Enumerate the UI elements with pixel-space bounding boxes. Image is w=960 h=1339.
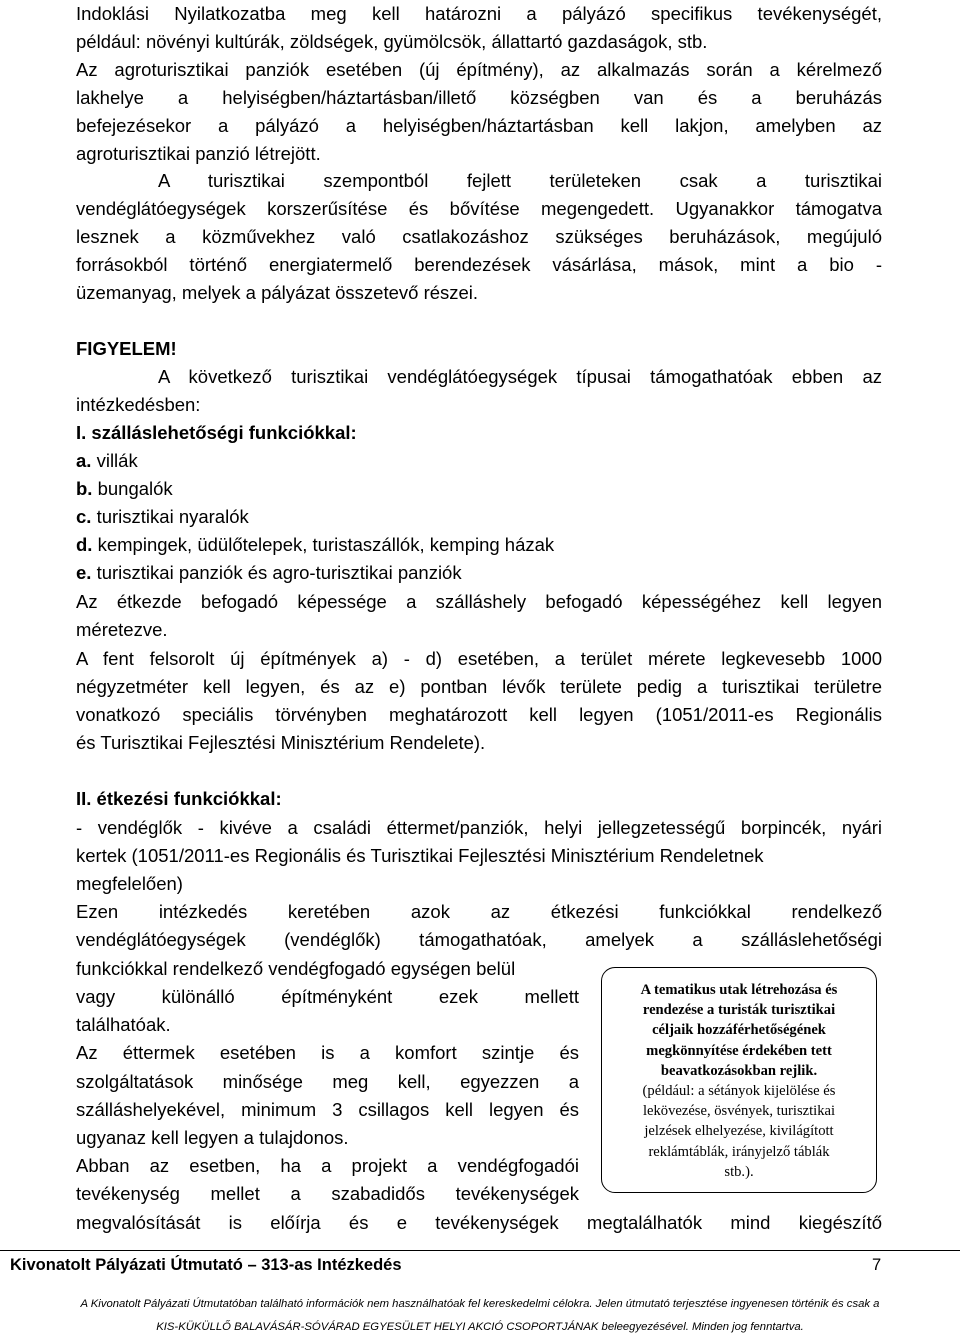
body-line: találhatóak.	[76, 1014, 171, 1035]
list-item: c. turisztikai nyaralók	[76, 506, 249, 527]
body-line: kertek (1051/2011-es Regionális és Turisztikai Fejlesztési Minisztérium Rendeletnek	[76, 845, 764, 866]
intro-line: befejezésekor a pályázó a helyiségben/háztartásban kell lakjon, amelyben az	[76, 115, 882, 136]
callout-line: rendezése a turisták turisztikai	[642, 1002, 836, 1019]
footer-divider	[0, 1250, 960, 1251]
callout-line: céljaik hozzáférhetőségének	[652, 1022, 826, 1039]
warning-line: intézkedésben:	[76, 394, 201, 415]
callout-line: stb.).	[724, 1163, 754, 1180]
body-line: méretezve.	[76, 619, 168, 640]
section-heading: II. étkezési funkciókkal:	[76, 788, 282, 809]
body-line: megvalósítását is előírja és e tevékenységek megtalálhatók mind kiegészítő	[76, 1212, 882, 1233]
warning-heading: FIGYELEM!	[76, 338, 177, 359]
body-line: - vendéglők - kivéve a családi éttermet/panziók, helyi jellegzetességű borpincék, nyári	[76, 817, 882, 838]
callout-line: lekövezése, ösvények, turisztikai	[642, 1103, 836, 1120]
body-line: Ezen intézkedés keretében azok az étkezési funkciókkal rendelkező	[76, 901, 882, 922]
list-item: d. kempingek, üdülőtelepek, turistaszállók, kemping házak	[76, 534, 555, 555]
body-line: vonatkozó speciális törvényben meghatározott kell legyen (1051/2011-es Regionális	[76, 704, 882, 725]
body-line: tevékenység mellet a szabadidős tevékenységek	[76, 1183, 579, 1204]
body-line: funkciókkal rendelkező vendégfogadó egységen belül	[76, 958, 516, 979]
intro-line: például: növényi kultúrák, zöldségek, gyümölcsök, állattartó gazdaságok, stb.	[76, 31, 708, 52]
footer-disclaimer: A Kivonatolt Pályázati Útmutatóban található információk nem használhatóak fel kereskedelmi célokra. Jelen útmutató terjesztése ingyenesen történik és csak a	[80, 1298, 880, 1310]
callout-line: beavatkozásokban rejlik.	[660, 1062, 818, 1079]
body-line: és Turisztikai Fejlesztési Minisztérium Rendelete).	[76, 732, 486, 753]
footer-disclaimer: KIS-KÜKÜLLŐ BALAVÁSÁR-SÓVÁRAD EGYESÜLET HELYI AKCIÓ CSOPORTJÁNAK beleegyezésével. Minden jog fenntartva.	[156, 1321, 804, 1333]
callout-line: jelzések elhelyezése, kivilágított	[644, 1123, 834, 1140]
body-line: ugyanaz kell legyen a tulajdonos.	[76, 1127, 349, 1148]
body-line: vagy különálló építményként ezek mellett	[76, 986, 579, 1007]
intro-line: forrásokból történő energiatermelő berendezések vásárlása, mások, mint a bio -	[76, 254, 882, 275]
intro-line: lesznek a közművekhez való csatlakozáshoz szükséges beruházások, megújuló	[76, 226, 882, 247]
intro-line: Indoklási Nyilatkozatba meg kell határozni a pályázó specifikus tevékenységét,	[76, 3, 882, 24]
section-heading: I. szálláslehetőségi funkciókkal:	[76, 422, 357, 443]
body-line: szolgáltatások minősége meg kell, egyezzen a	[76, 1071, 579, 1092]
info-callout-box	[601, 967, 877, 1193]
list-item: b. bungalók	[76, 478, 173, 499]
body-line: szálláshelyekével, minimum 3 csillagos kell legyen és	[76, 1099, 579, 1120]
body-line: megfelelően)	[76, 873, 183, 894]
body-line: Az étkezde befogadó képessége a szálláshely befogadó képességéhez kell legyen	[76, 591, 882, 612]
warning-line: A következő turisztikai vendéglátóegységek típusai támogathatóak ebben az	[158, 366, 882, 387]
callout-line: megkönnyítése érdekében tett	[646, 1042, 832, 1059]
body-line: négyzetméter kell legyen, és az e) pontban lévők területe pedig a turisztikai területre	[76, 676, 882, 697]
list-item: e. turisztikai panziók és agro-turisztikai panziók	[76, 562, 462, 583]
callout-line: A tematikus utak létrehozása és	[640, 982, 838, 998]
callout-line: reklámtáblák, irányjelző táblák	[648, 1143, 830, 1160]
intro-line: vendéglátóegységek korszerűsítése és bővítése megengedett. Ugyanakkor támogatva	[76, 198, 882, 219]
body-line: Abban az esetben, ha a projekt a vendégfogadói	[76, 1155, 579, 1176]
intro-line: A turisztikai szempontból fejlett területeken csak a turisztikai	[158, 170, 882, 191]
callout-line: (például: a sétányok kijelölése és	[642, 1083, 836, 1100]
body-line: vendéglátóegységek (vendéglők) támogathatóak, amelyek a szálláslehetőségi	[76, 929, 882, 950]
intro-line: agroturisztikai panzió létrejött.	[76, 143, 321, 164]
body-line: Az éttermek esetében is a komfort szintje és	[76, 1042, 579, 1063]
footer-title: Kivonatolt Pályázati Útmutató – 313-as Intézkedés	[10, 1256, 402, 1274]
list-item: a. villák	[76, 450, 138, 471]
intro-line: üzemanyag, melyek a pályázat összetevő részei.	[76, 282, 479, 303]
intro-line: lakhelye a helyiségben/háztartásban/illető községben van és a beruházás	[76, 87, 882, 108]
body-line: A fent felsorolt új építmények a) - d) esetében, a terület mérete legkevesebb 1000	[76, 648, 882, 669]
page-number: 7	[872, 1256, 882, 1274]
intro-line: Az agroturisztikai panziók esetében (új építmény), az alkalmazás során a kérelmező	[76, 59, 882, 80]
